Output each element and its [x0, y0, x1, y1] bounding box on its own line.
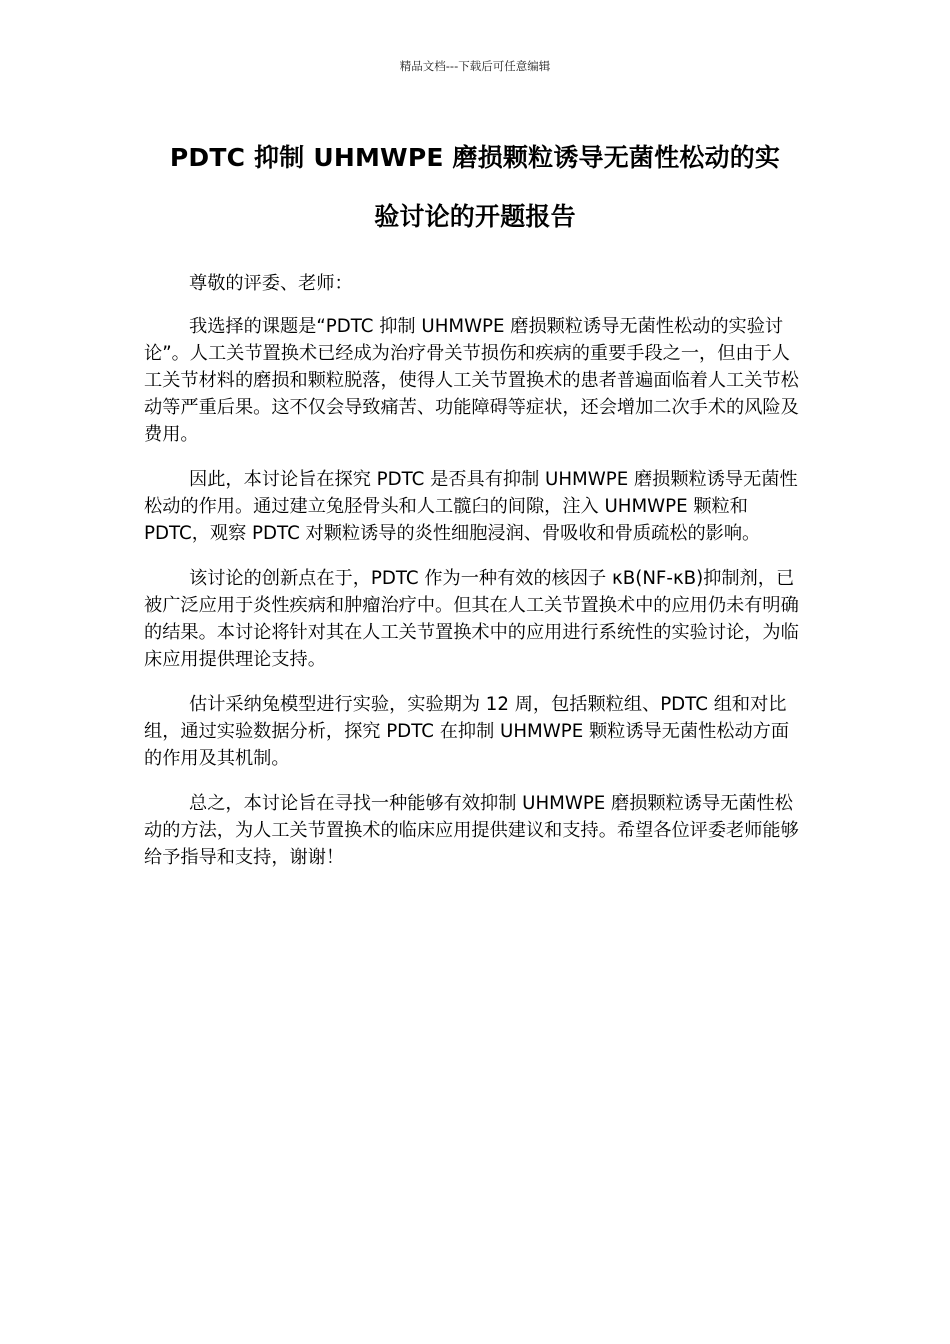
document-title	[130, 128, 820, 246]
header-note: 精品文档---下载后可任意编辑	[399, 59, 551, 73]
paragraph-method: 估计采纳兔模型进行实验，实验期为 12 周，包括颗粒组、PDTC 组和对比组，通过实验数据分析，探究 PDTC 在抑制 UHMWPE 颗粒诱导无菌性松动方面的作用及其机制。	[144, 694, 790, 769]
paragraph-innovation: 该讨论的创新点在于，PDTC 作为一种有效的核因子 κB(NF-κB)抑制剂，已被广泛应用于炎性疾病和肿瘤治疗中。但其在人工关节置换术中的应用仍未有明确的结果。本讨论将针对其在人工关节置换术中的应用进行系统性的实验讨论，为临床应用提供理论支持。	[144, 568, 799, 670]
paragraph-topic: 我选择的课题是“PDTC 抑制 UHMWPE 磨损颗粒诱导无菌性松动的实验讨论”。人工关节置换术已经成为治疗骨关节损伤和疾病的重要手段之一，但由于人工关节材料的磨损和颗粒脱落，使得人工关节置换术的患者普遍面临着人工关节松动等严重后果。这不仅会导致痛苦、功能障碍等症状，还会增加二次手术的风险及费用。	[144, 316, 799, 445]
title-line-1: PDTC 抑制 UHMWPE 磨损颗粒诱导无菌性松动的实	[169, 143, 781, 172]
paragraph-purpose: 因此，本讨论旨在探究 PDTC 是否具有抑制 UHMWPE 磨损颗粒诱导无菌性松动的作用。通过建立兔胫骨头和人工髋臼的间隙，注入 UHMWPE 颗粒和 PDTC，观察 PDTC 对颗粒诱导的炎性细胞浸润、骨吸收和骨质疏松的影响。	[144, 469, 798, 544]
greeting: 尊敬的评委、老师：	[189, 273, 353, 294]
document-body	[144, 270, 806, 871]
paragraph-conclusion: 总之，本讨论旨在寻找一种能够有效抑制 UHMWPE 磨损颗粒诱导无菌性松动的方法，为人工关节置换术的临床应用提供建议和支持。希望各位评委老师能够给予指导和支持，谢谢！	[144, 793, 799, 868]
title-line-2: 验讨论的开题报告	[374, 202, 576, 231]
